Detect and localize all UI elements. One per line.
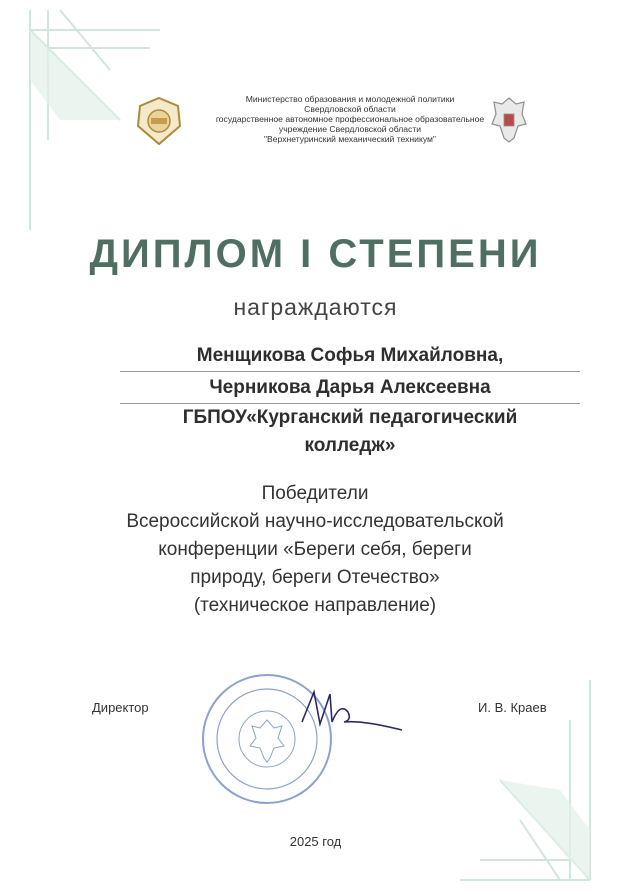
header-line: Свердловской области [304,104,396,114]
recipients-block [120,340,580,460]
award-description [60,480,570,620]
college-emblem-icon [136,96,182,146]
recipient-line: Черникова Дарья Алексеевна [120,372,580,404]
coat-of-arms-icon [488,94,530,148]
recipient-line: Менщикова Софья Михайловна, [120,340,580,372]
signature-icon [292,682,412,742]
awarded-subtitle: награждаются [233,294,398,320]
diploma-title: ДИПЛОМ I СТЕПЕНИ [89,232,542,276]
description-line: Победители [261,483,369,504]
description-line: природу, береги Отечество» [190,567,440,588]
description-line: (техническое направление) [193,595,437,616]
issue-year: 2025 год [289,834,342,849]
director-name: И. В. Краев [478,700,547,715]
header-line: учреждение Свердловской области [278,124,422,134]
header-line: "Верхнетуринский механический техникум" [263,134,436,144]
recipient-line: ГБПОУ«Курганский педагогический [182,407,518,428]
header-line: Министерство образования и молодежной политики [245,94,455,104]
description-line: Всероссийской научно-исследовательской [126,511,504,532]
director-label: Директор [92,700,149,715]
description-line: конференции «Береги себя, береги [158,539,472,560]
recipient-line: колледж» [304,435,396,456]
header-line: государственное автономное профессиональное образовательное [215,114,485,124]
ministry-header [205,94,495,144]
